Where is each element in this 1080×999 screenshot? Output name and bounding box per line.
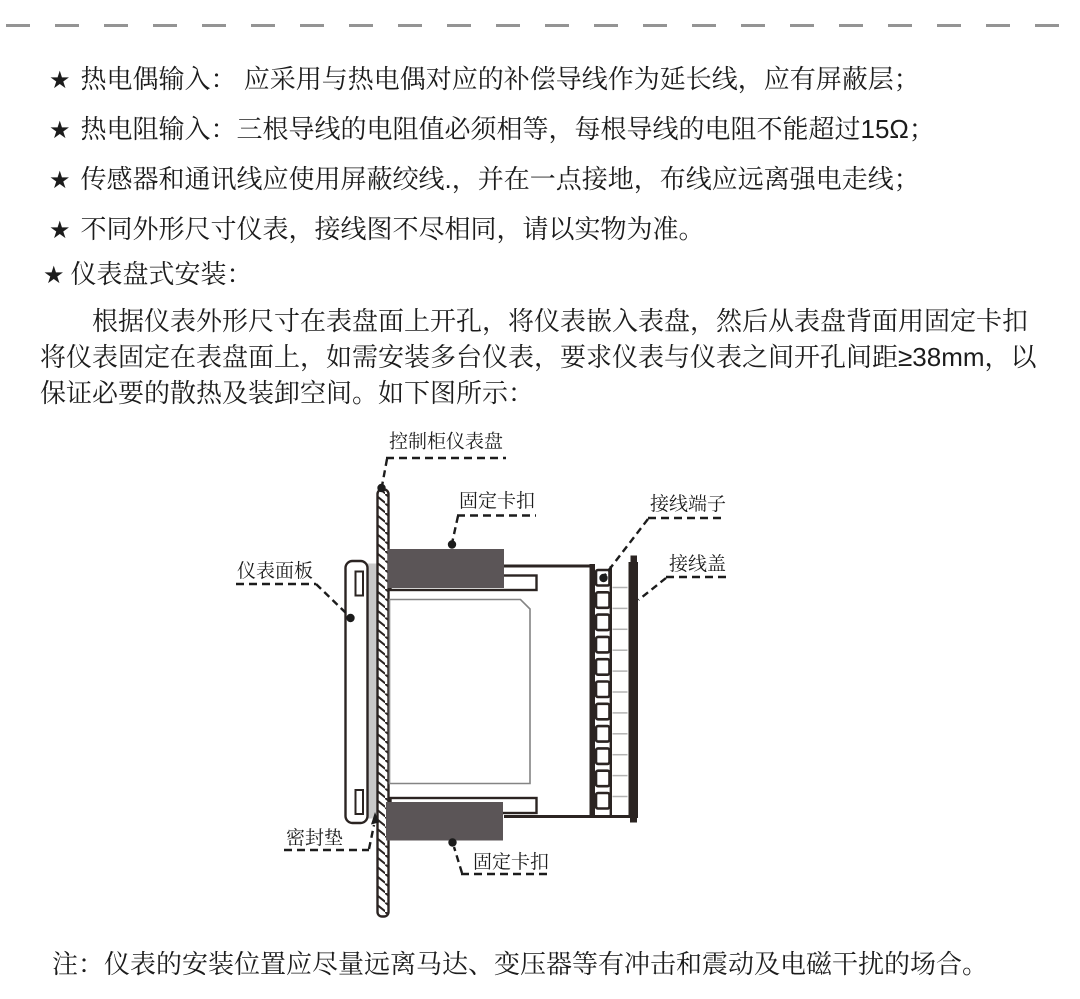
leader-dot: [346, 614, 354, 622]
terminal-block: [596, 592, 610, 608]
leader-dot: [599, 574, 607, 582]
leader-line: [605, 519, 648, 575]
label-terminal: 接线端子: [650, 494, 727, 515]
terminal-block: [596, 704, 610, 720]
terminal-cover: [629, 556, 639, 823]
star-icon: ★: [49, 217, 71, 244]
leader-dot: [448, 838, 456, 846]
label-front-panel: 仪表面板: [237, 561, 314, 582]
cabinet-panel-wall: [378, 490, 389, 917]
terminal-strip: [590, 564, 611, 817]
front-bezel: [346, 561, 368, 823]
terminal-block: [596, 659, 610, 675]
bottom-note: 注：仪表的安装位置应尽量远离马达、变压器等有冲击和震动及电磁干扰的场合。: [52, 949, 989, 979]
leader-dot: [377, 484, 385, 492]
leader-line: [453, 516, 459, 541]
star-icon: ★: [49, 67, 71, 94]
terminal-block: [596, 726, 610, 742]
label-cover: 接线盖: [669, 554, 727, 575]
bullet-text: 不同外形尺寸仪表，接线图不尽相同，请以实物为准。: [80, 214, 705, 244]
terminal-block: [596, 637, 610, 653]
bezel-latch-bottom: [356, 790, 364, 814]
installation-paragraph: 根据仪表外形尺寸在表盘面上开孔，将仪表嵌入表盘，然后从表盘背面用固定卡扣将仪表固定在表盘面上，如需安装多台仪表，要求仪表与仪表之间开孔间距≥38mm，以保证必要的散热及装卸空间。如下图所示：: [40, 306, 1037, 408]
bullet-text: 传感器和通讯线应使用屏蔽绞线.，并在一点接地，布线应远离强电走线；: [80, 164, 920, 194]
cover-bar: [629, 562, 639, 818]
fixing-clip-top: [388, 549, 505, 588]
terminal-block: [596, 748, 610, 764]
cover-foot: [630, 818, 637, 823]
terminal-block: [596, 682, 610, 698]
fixing-clip-bottom: [386, 802, 503, 841]
label-gasket: 密封垫: [286, 828, 344, 849]
cover-cap: [631, 556, 638, 563]
terminal-rail-left: [590, 564, 596, 817]
leader-line: [639, 578, 667, 600]
case-inner-body: [390, 600, 531, 784]
leader-line: [382, 459, 387, 486]
label-fixing-clip-bottom: 固定卡扣: [473, 852, 550, 873]
label-cabinet-panel: 控制柜仪表盘: [389, 431, 504, 453]
bullet-text: 热电偶输入： 应采用与热电偶对应的补偿导线作为延长线，应有屏蔽层；: [80, 64, 920, 94]
label-fixing-clip-top: 固定卡扣: [459, 491, 536, 512]
leader-line: [369, 825, 374, 849]
leader-line: [454, 847, 462, 873]
heading-text: 仪表盘式安装：: [70, 259, 253, 289]
terminal-block: [596, 793, 610, 809]
star-icon: ★: [49, 167, 71, 194]
terminal-block: [596, 771, 610, 787]
terminal-spacer-lines: [613, 588, 628, 797]
star-icon: ★: [49, 117, 71, 144]
leader-line: [316, 584, 348, 615]
terminal-block: [596, 615, 610, 631]
leader-dot: [448, 540, 456, 548]
bullet-text: 热电阻输入：三根导线的电阻值必须相等，每根导线的电阻不能超过15Ω；: [80, 114, 935, 144]
bezel-latch-top: [356, 572, 364, 596]
star-icon: ★: [43, 262, 65, 289]
